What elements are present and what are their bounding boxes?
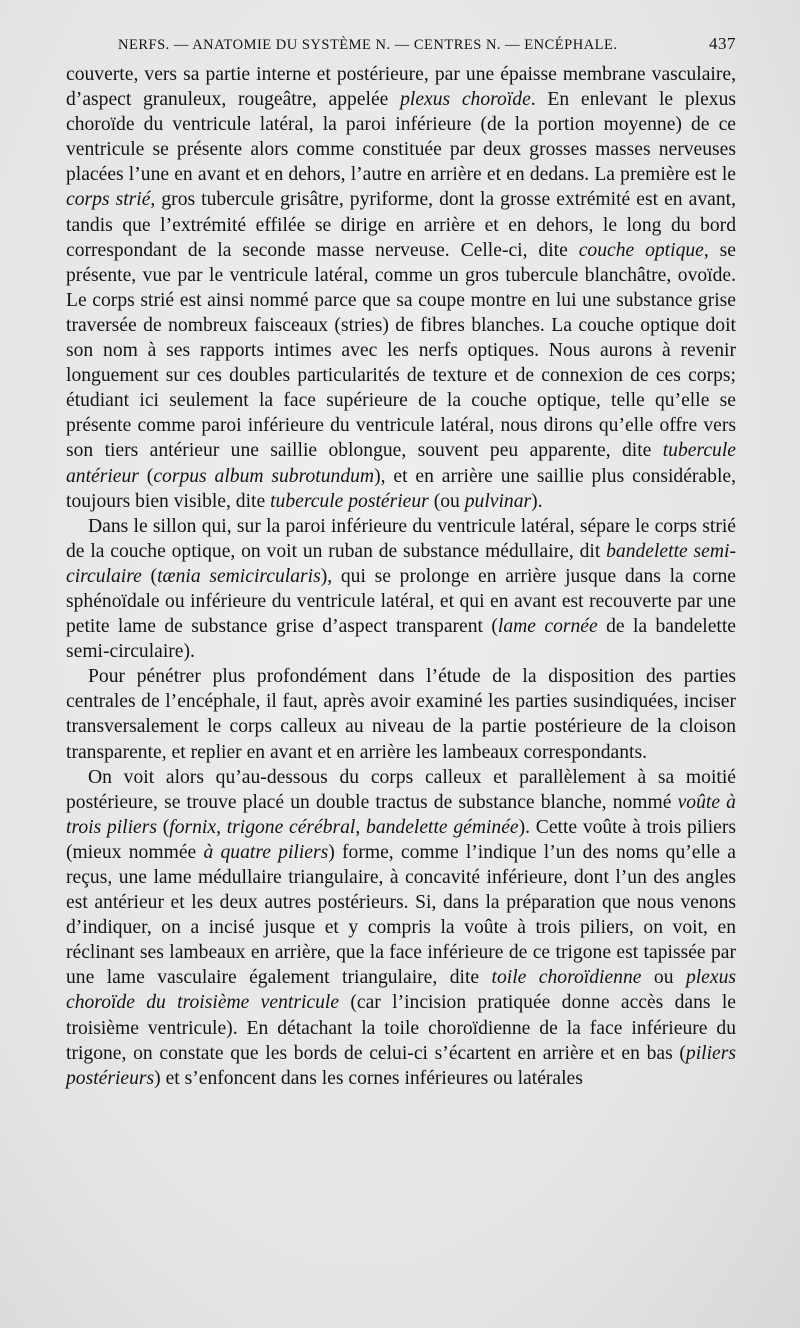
italic-term: trigone cérébral [226, 816, 356, 838]
text-run: ( [141, 565, 158, 587]
paragraph [66, 765, 736, 1091]
italic-term: à quatre piliers [203, 841, 329, 863]
text-run: ( [138, 465, 154, 487]
text-run: ), et en arrière une saillie plus considérable, toujours bien visible, dite [66, 465, 736, 512]
italic-term: couche optique [578, 239, 704, 261]
italic-term: tænia semicircularis [157, 565, 321, 587]
italic-term: tubercule antérieur [66, 440, 736, 487]
italic-term: corpus album subrotundum [153, 465, 375, 487]
italic-term: tubercule postérieur [270, 490, 429, 512]
paragraph [66, 62, 736, 514]
body-text [66, 62, 736, 1091]
text-run: . En enlevant le plexus choroïde du ventricule latéral, la paroi inférieure (de la portion moyenne) de ce ventricule se présente alors comme constituée par deux grosses masses nerveuses placées l’une en avant et en dehors, l’autre en arrière et en dedans. La première est le [66, 89, 736, 186]
italic-term: plexus choroïde du troisième ventricule [66, 967, 736, 1014]
text-run: ) forme, comme l’indique l’un des noms qu’elle a reçus, une lame médullaire triangulaire, à concavité inférieure, dont l’un des angles est antérieur et les deux autres postérieurs. Si, dans la préparation que nous venons d’indiquer, on a incisé jusque et y compris la voûte à trois piliers, on voit, en réclinant ses lambeaux en arrière, que la face inférieure de ce trigone est tapissée par une lame vasculaire également triangulaire, dite [66, 841, 736, 989]
text-run: (ou [428, 490, 465, 512]
text-run: ) et s’enfoncent dans les cornes inférieures ou latérales [154, 1067, 583, 1089]
text-run: , gros tubercule grisâtre, pyriforme, dont la grosse extrémité est en avant, tandis que l’extrémité effilée se dirige en arrière et en dehors, le long du bord correspondant de la seconde masse nerveuse. Celle-ci, dite [66, 189, 736, 261]
text-run: , se présente, vue par le ventricule latéral, comme un gros tubercule blanchâtre, ovoïde. Le corps strié est ainsi nommé parce que sa coupe montre en lui une substance grise traversée de nombreux faisceaux (stries) de fibres blanches. La couche optique doit son nom à ses rapports intimes avec les nerfs optiques. Nous aurons à revenir longuement sur ces doubles particularités de texture et de connexion de ces corps; étudiant ici seulement la face supérieure de la couche optique, telle qu’elle se présente comme paroi inférieure du ventricule latéral, nous dirons qu’elle offre vers son tiers antérieur une saillie oblongue, souvent peu apparente, dite [66, 239, 737, 462]
italic-term: corps strié [66, 189, 151, 211]
page-number: 437 [709, 34, 736, 53]
text-run: ou [641, 967, 686, 989]
text-run: ). [531, 490, 543, 512]
text-run: ). Cette voûte à trois piliers (mieux nommée [66, 816, 737, 863]
text-run: ( [157, 816, 170, 838]
italic-term: bandelette semi-circulaire [66, 540, 736, 587]
italic-term: lame cornée [497, 616, 598, 638]
italic-term: fornix [169, 816, 217, 838]
italic-term: voûte à trois piliers [66, 791, 736, 838]
italic-term: bandelette géminée [366, 816, 519, 838]
italic-term: toile choroïdienne [491, 967, 642, 989]
running-title: NERFS. — ANATOMIE DU SYSTÈME N. — CENTRES N. — ENCÉPHALE. [118, 37, 618, 53]
text-run: (car l’incision pratiquée donne accès dans le troisième ventricule). En détachant la toile choroïdienne de la face inférieure du trigone, on constate que les bords de celui-ci s’écartent en arrière et en bas ( [66, 992, 736, 1064]
text-run: Pour pénétrer plus profondément dans l’étude de la disposition des parties centrales de l’encéphale, il faut, après avoir examiné les parties susindiquées, inciser transversalement le corps calleux au niveau de la partie postérieure de la cloison transparente, et replier en avant et en arrière les lambeaux correspondants. [66, 666, 736, 763]
text-run: ), qui se prolonge en arrière jusque dans la corne sphénoïdale ou inférieure du ventricule latéral, et qui en avant est recouverte par une petite lame de substance grise d’aspect transparent ( [66, 565, 736, 638]
paragraph [66, 664, 736, 764]
text-run: On voit alors qu’au-dessous du corps calleux et parallèlement à sa moitié postérieure, se trouve placé un double tractus de substance blanche, nommé [66, 766, 736, 813]
text-run: Dans le sillon qui, sur la paroi inférieure du ventricule latéral, sépare le corps strié de la couche optique, on voit un ruban de substance médullaire, dit [66, 515, 736, 562]
text-run: , [216, 816, 227, 838]
paragraph [66, 514, 736, 665]
italic-term: plexus choroïde [400, 89, 531, 111]
page-header [118, 34, 736, 54]
text-run: de la bandelette semi-circulaire). [66, 616, 737, 663]
italic-term: pulvinar [464, 490, 532, 512]
italic-term: piliers postérieurs [66, 1042, 736, 1089]
text-run: couverte, vers sa partie interne et postérieure, par une épaisse membrane vasculaire, d’aspect granuleux, rougeâtre, appelée [66, 64, 736, 111]
text-run: , [355, 816, 367, 838]
